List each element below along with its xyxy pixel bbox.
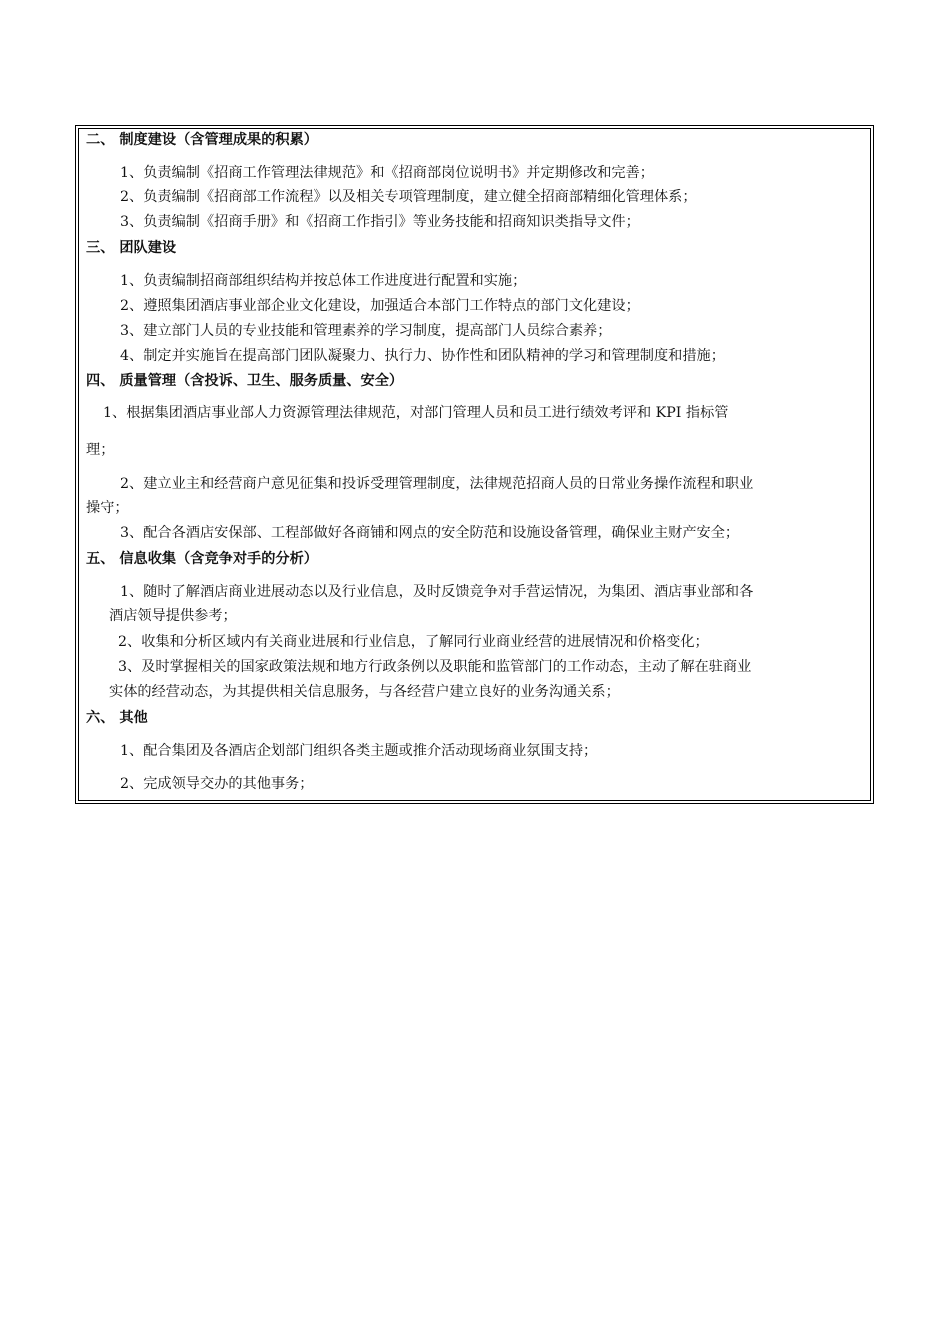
list-item: 2、收集和分析区域内有关商业进展和行业信息，了解同行业商业经营的进展情况和价格变化； xyxy=(118,634,709,650)
section-heading-5: 五、 信息收集（含竞争对手的分析） xyxy=(86,551,318,567)
list-item: 2、负责编制《招商部工作流程》以及相关专项管理制度，建立健全招商部精细化管理体系； xyxy=(120,189,697,205)
list-item: 2、遵照集团酒店事业部企业文化建设，加强适合本部门工作特点的部门文化建设； xyxy=(120,298,640,314)
list-item: 1、随时了解酒店商业进展动态以及行业信息，及时反馈竞争对手营运情况，为集团、酒店事业部和各 xyxy=(120,584,754,600)
list-item: 3、负责编制《招商手册》和《招商工作指引》等业务技能和招商知识类指导文件； xyxy=(120,214,640,230)
section-heading-4: 四、 质量管理（含投诉、卫生、服务质量、安全） xyxy=(86,373,404,389)
section-heading-3: 三、 团队建设 xyxy=(86,240,177,256)
list-item: 1、负责编制《招商工作管理法律规范》和《招商部岗位说明书》并定期修改和完善； xyxy=(120,165,654,181)
section-heading-2: 二、 制度建设（含管理成果的积累） xyxy=(86,132,318,148)
list-item: 酒店领导提供参考； xyxy=(109,608,237,624)
list-item: 3、建立部门人员的专业技能和管理素养的学习制度，提高部门人员综合素养； xyxy=(120,323,612,339)
list-item: 3、及时掌握相关的国家政策法规和地方行政条例以及职能和监管部门的工作动态，主动了解在驻商业 xyxy=(118,659,752,675)
list-item: 2、完成领导交办的其他事务； xyxy=(120,776,314,792)
list-item: 4、制定并实施旨在提高部门团队凝聚力、执行力、协作性和团队精神的学习和管理制度和措施； xyxy=(120,348,725,364)
list-item: 1、根据集团酒店事业部人力资源管理法律规范，对部门管理人员和员工进行绩效考评和 KPI 指标管 xyxy=(103,405,729,421)
list-item: 操守； xyxy=(86,500,129,516)
list-item: 1、配合集团及各酒店企划部门组织各类主题或推介活动现场商业氛围支持； xyxy=(120,743,598,759)
section-heading-6: 六、 其他 xyxy=(86,710,148,726)
list-item: 理； xyxy=(86,442,115,458)
list-item: 1、负责编制招商部组织结构并按总体工作进度进行配置和实施； xyxy=(120,273,527,289)
list-item: 3、配合各酒店安保部、工程部做好各商铺和网点的安全防范和设施设备管理，确保业主财产安全； xyxy=(120,525,740,541)
list-item: 实体的经营动态，为其提供相关信息服务，与各经营户建立良好的业务沟通关系； xyxy=(109,684,620,700)
list-item: 2、建立业主和经营商户意见征集和投诉受理管理制度，法律规范招商人员的日常业务操作流程和职业 xyxy=(120,476,754,492)
